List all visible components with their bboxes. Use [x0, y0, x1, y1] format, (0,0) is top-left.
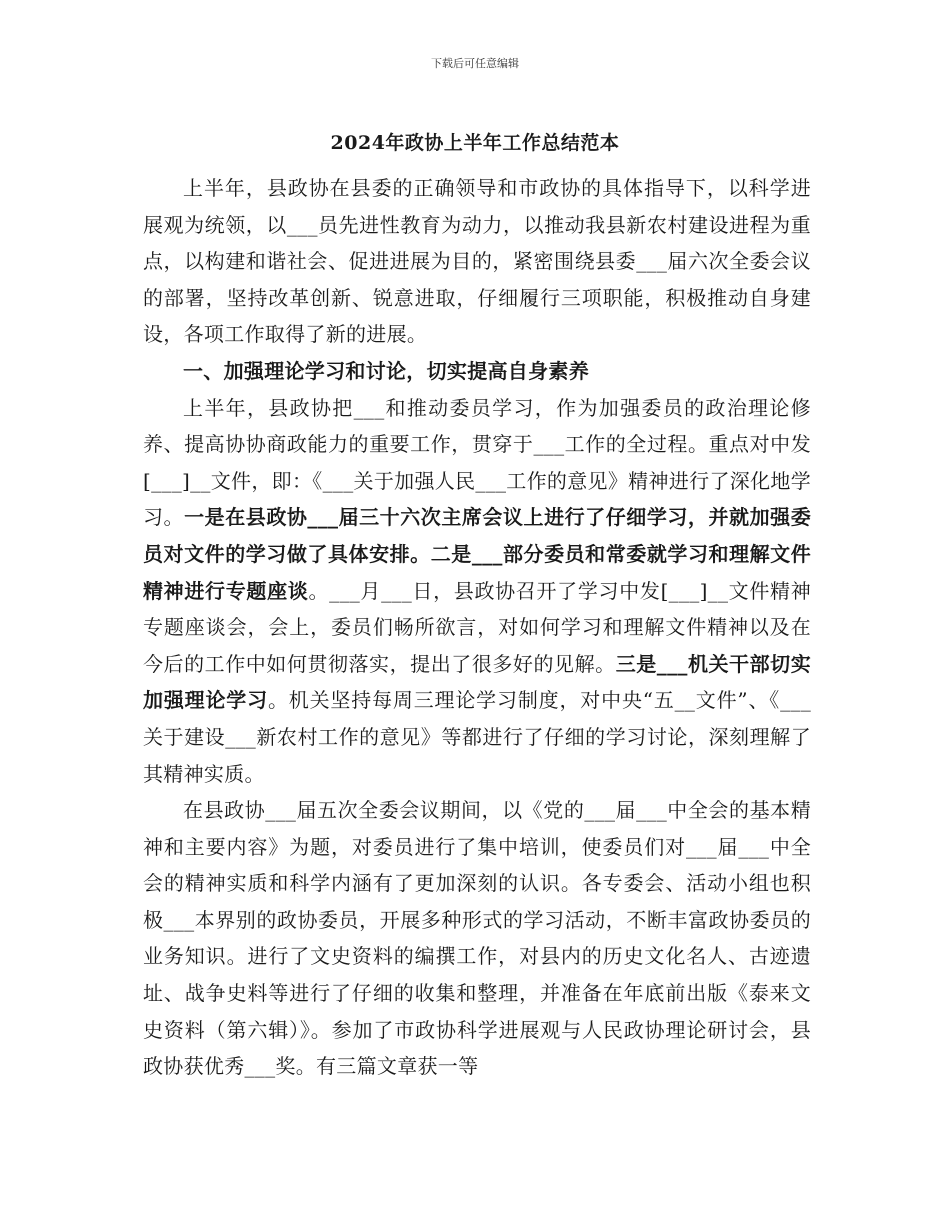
- paragraph-intro: 上半年，县政协在县委的正确领导和市政协的具体指导下，以科学进展观为统领，以___员先进性教育为动力，以推动我县新农村建设进程为重点，以构建和谐社会、促进进展为目的，紧密围绕县委___届六次全委会议的部署，坚持改革创新、锐意进取，仔细履行三项职能，积极推动自身建设，各项工作取得了新的进展。: [143, 176, 811, 347]
- text-segment: 上半年，县政协把___和推动委员学习，作为加强委员的政治理论修养、提高协协商政能力的重要工作，贯穿于___工作的全过程。重点对中发[___]__文件，即：《___关于加强人民___工作的意见》精神进行了深化地学习。: [143, 395, 811, 530]
- paragraph-training: 在县政协___届五次全委会议期间，以《党的___届___中全会的基本精神和主要内容》为题，对委员进行了集中培训，使委员们对___届___中全会的精神实质和科学内涵有了更加深刻的认识。各专委会、活动小组也积极___本界别的政协委员，开展多种形式的学习活动，不断丰富政协委员的业务知识。进行了文史资料的编撰工作，对县内的历史文化名人、古迹遗址、战争史料等进行了仔细的收集和整理，并准备在年底前出版《泰来文史资料（第六辑）》。参加了市政协科学进展观与人民政协理论研讨会，县政协获优秀___奖。有三篇文章获一等: [143, 798, 811, 1079]
- document-title: 2024年政协上半年工作总结范本: [330, 132, 620, 154]
- paragraph-theory-study: [143, 390, 811, 793]
- bold-segment-points-1-2: 一是在县政协___届三十六次主席会议上进行了仔细学习，并就加强委员对文件的学习做了具体安排。二是___部分委员和常委就学习和理解文件精神进行专题座谈: [143, 505, 811, 603]
- text-segment: 。___月___日，县政协召开了学习中发[___]__文件精神专题座谈会，会上，委员们畅所欲言，对如何学习和理解文件精神以及在今后的工作中如何贯彻落实，提出了很多好的见解。: [143, 578, 812, 676]
- document-body: [143, 170, 811, 1085]
- section-heading-1: 一、加强理论学习和讨论，切实提高自身素养: [183, 358, 589, 383]
- header-note: 下载后可任意编辑: [431, 57, 519, 70]
- text-segment: 。机关坚持每周三理论学习制度，对中央“五__文件”、《___关于建设___新农村工作的意见》等都进行了仔细的学习讨论，深刻理解了其精神实质。: [143, 688, 811, 786]
- bold-segment-point-3: 三是___机关干部切实加强理论学习: [143, 651, 811, 713]
